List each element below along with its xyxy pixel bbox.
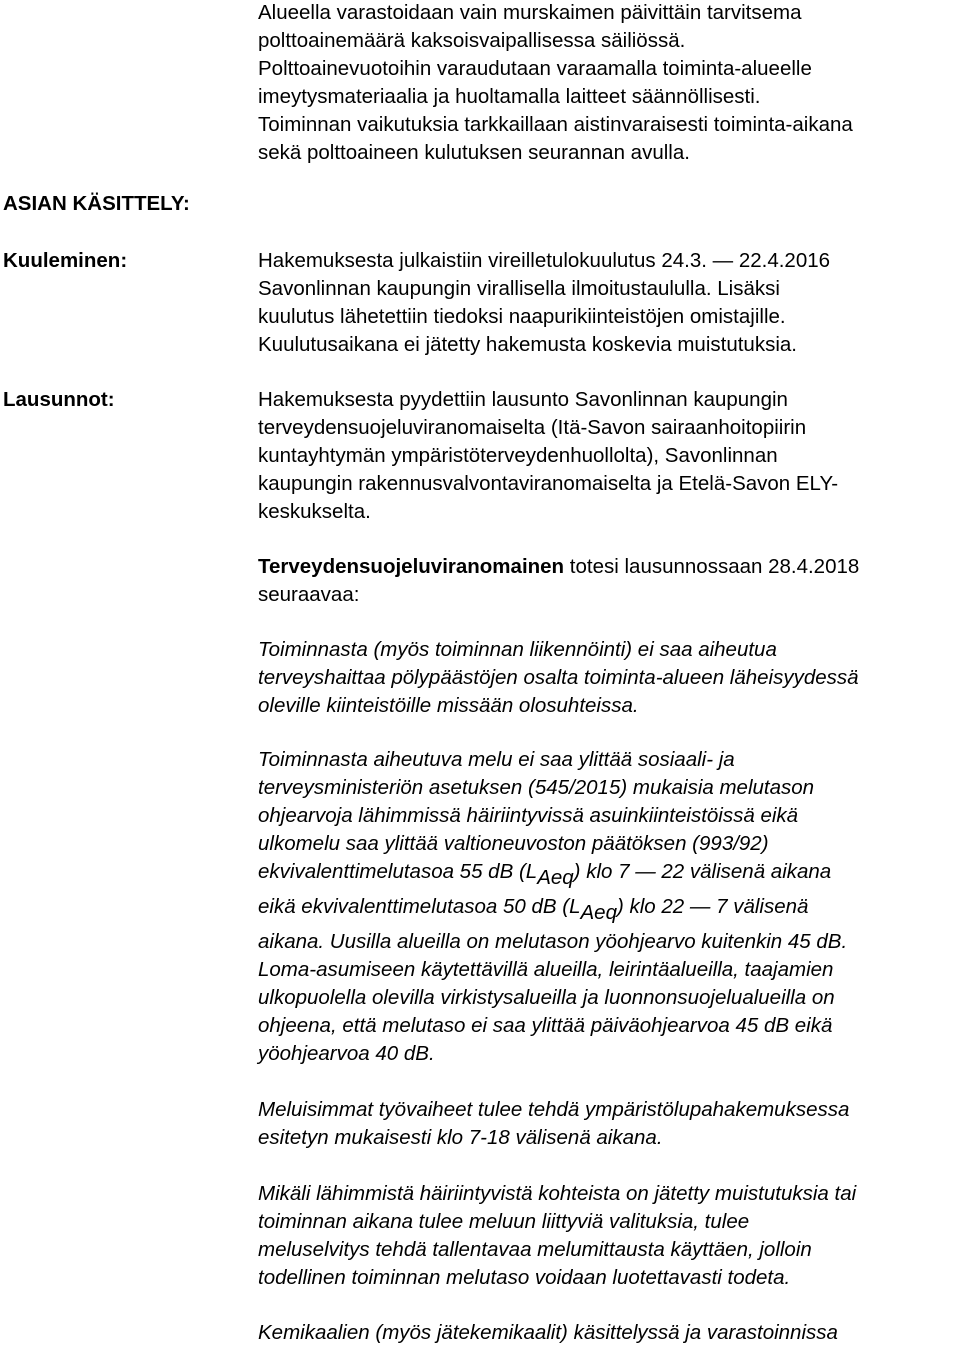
quote-paragraph-chemicals: [258, 1319, 958, 1347]
quote-paragraph-noise-survey: [258, 1180, 958, 1292]
authority-name: Terveydensuojeluviranomainen: [258, 555, 565, 578]
text-line: seuraavaa:: [258, 583, 360, 606]
kuuleminen-label: Kuuleminen:: [3, 249, 128, 272]
text-line: Alueella varastoidaan vain murskaimen päivittäin tarvitsema: [258, 1, 802, 24]
health-authority-statement-intro: [258, 553, 958, 609]
text-line: Toiminnasta aiheutuva melu ei saa ylittää sosiaali- ja: [258, 748, 735, 771]
quote-paragraph-noisy-work: [258, 1096, 958, 1152]
text-segment: ekvivalenttimelutasoa 55 dB (L: [258, 860, 538, 883]
text-segment: eikä ekvivalenttimelutasoa 50 dB (L: [258, 895, 581, 918]
quote-paragraph-dust: [258, 636, 958, 720]
text-line: yöohjearvoa 40 dB.: [258, 1042, 435, 1065]
text-line: keskukselta.: [258, 500, 371, 523]
text-line: kuntayhtymän ympäristöterveydenhuollolta), Savonlinnan: [258, 444, 778, 467]
subscript: Aeq: [580, 901, 617, 924]
text-line: Hakemuksesta julkaistiin vireilletulokuulutus 24.3. — 22.4.2016: [258, 249, 831, 272]
text-line: terveydensuojeluviranomaiselta (Itä-Savon sairaanhoitopiirin: [258, 416, 807, 439]
text-line: ulkopuolella olevilla virkistysalueilla ja luonnonsuojelualueilla on: [258, 986, 835, 1009]
text-line: Polttoainevuotoihin varaudutaan varaamalla toiminta-alueelle: [258, 57, 812, 80]
text-line: Loma-asumiseen käytettävillä alueilla, leirintäalueilla, taajamien: [258, 958, 834, 981]
text-line: toiminnan aikana tulee meluun liittyviä valituksia, tulee: [258, 1210, 750, 1233]
text-line: Toiminnan vaikutuksia tarkkaillaan aistinvaraisesti toiminta-aikana: [258, 113, 853, 136]
text-line: terveyshaittaa pölypäästöjen osalta toiminta-alueen läheisyydessä: [258, 666, 859, 689]
text-line: ulkomelu saa ylittää valtioneuvoston päätöksen (993/92): [258, 832, 769, 855]
text-line: kaupungin rakennusvalvontaviranomaiselta ja Etelä-Savon ELY-: [258, 472, 839, 495]
text-line: Savonlinnan kaupungin virallisella ilmoitustaululla. Lisäksi: [258, 277, 780, 300]
text-line: esitetyn mukaisesti klo 7-18 välisenä aikana.: [258, 1126, 663, 1149]
text-line: Kuulutusaikana ei jätetty hakemusta koskevia muistutuksia.: [258, 333, 797, 356]
text-segment: ) klo 22 — 7 välisenä: [616, 895, 809, 918]
intro-paragraph: [258, 0, 958, 167]
text-line: ohjearvoja lähimmissä häiriintyvissä asuinkiinteistöissä eikä: [258, 804, 799, 827]
text-line: sekä polttoaineen kulutuksen seurannan avulla.: [258, 141, 690, 164]
lausunnot-paragraph: [258, 386, 958, 526]
text-line: polttoainemäärä kaksoisvaipallisessa säiliössä.: [258, 29, 686, 52]
text-segment: ) klo 7 — 22 välisenä aikana: [573, 860, 832, 883]
text-line: Hakemuksesta pyydettiin lausunto Savonlinnan kaupungin: [258, 388, 788, 411]
kuuleminen-paragraph: [258, 247, 958, 359]
text-line: terveysministeriön asetuksen (545/2015) mukaisia melutason: [258, 776, 815, 799]
text-line: Kemikaalien (myös jätekemikaalit) käsittelyssä ja varastoinnissa: [258, 1321, 838, 1344]
text-line: meluselvitys tehdä tallentavaa melumittausta käyttäen, jolloin: [258, 1238, 812, 1261]
text-line: Mikäli lähimmistä häiriintyvistä kohteista on jätetty muistutuksia tai: [258, 1182, 857, 1205]
text-line: ohjeena, että melutaso ei saa ylittää päiväohjearvoa 45 dB eikä: [258, 1014, 833, 1037]
text-line: [258, 893, 958, 928]
text-line: Toiminnasta (myös toiminnan liikennöinti) ei saa aiheutua: [258, 638, 777, 661]
text-line: imeytysmateriaalia ja huoltamalla laitteet säännöllisesti.: [258, 85, 761, 108]
statement-date-text: totesi lausunnossaan 28.4.2018: [564, 555, 860, 578]
section-heading: ASIAN KÄSITTELY:: [3, 192, 190, 215]
text-line: aikana. Uusilla alueilla on melutason yöohjearvo kuitenkin 45 dB.: [258, 930, 848, 953]
text-line: Meluisimmat työvaiheet tulee tehdä ympäristölupahakemuksessa: [258, 1098, 850, 1121]
text-line: todellinen toiminnan melutaso voidaan luotettavasti todeta.: [258, 1266, 791, 1289]
quote-paragraph-noise: [258, 746, 958, 1068]
text-line: oleville kiinteistöille missään olosuhteissa.: [258, 694, 639, 717]
text-line: [258, 553, 958, 581]
text-line: [258, 858, 958, 893]
lausunnot-label: Lausunnot:: [3, 388, 115, 411]
text-line: kuulutus lähetettiin tiedoksi naapurikiinteistöjen omistajille.: [258, 305, 786, 328]
subscript: Aeq: [537, 866, 574, 889]
